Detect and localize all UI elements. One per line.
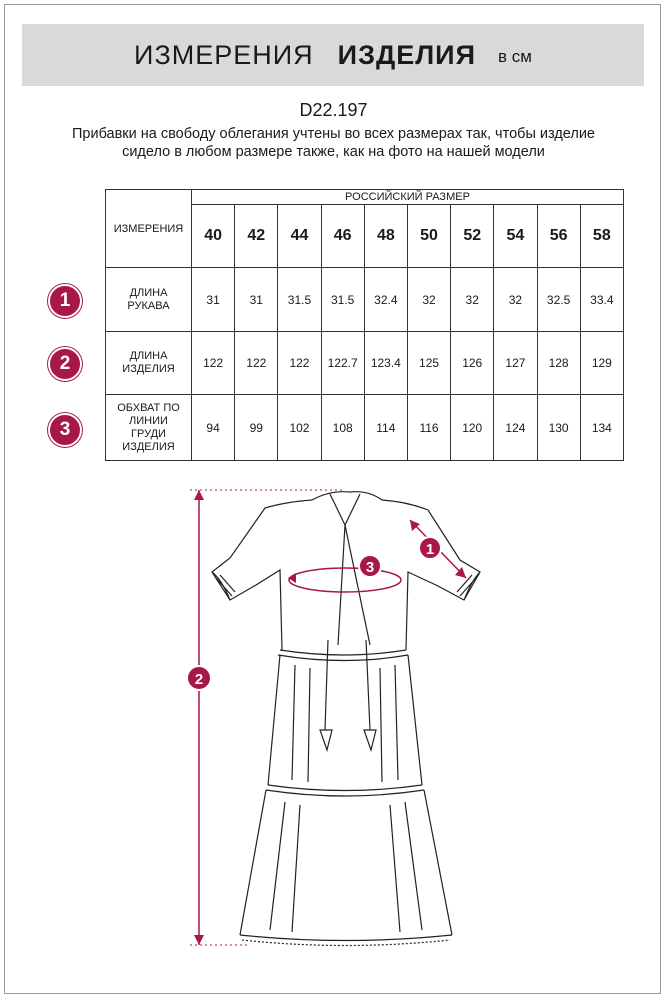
table-cell: 122 (192, 332, 235, 395)
size-cell: 56 (537, 205, 580, 268)
diagram-marker-3 (359, 555, 381, 577)
size-cell: 58 (580, 205, 623, 268)
header-unit: в см (498, 47, 532, 66)
table-cell: 124 (494, 395, 537, 461)
size-cell: 50 (407, 205, 450, 268)
measurement-badge-2: 2 (48, 347, 82, 381)
table-cell: 33.4 (580, 268, 623, 332)
table-cell: 120 (451, 395, 494, 461)
length-measure-line (190, 490, 345, 945)
table-row-sleeve-length (106, 268, 624, 332)
table-cell: 122 (278, 332, 321, 395)
table-cell: 129 (580, 332, 623, 395)
table-cell: 125 (407, 332, 450, 395)
diagram-marker-2 (187, 666, 211, 690)
fit-note: Прибавки на свободу облегания учтены во всех размерах так, чтобы изделие сидело в любом размере также, как на фото на нашей модели (71, 126, 595, 160)
table-cell: 32 (494, 268, 537, 332)
table-cell: 127 (494, 332, 537, 395)
measurement-badge-1: 1 (48, 284, 82, 318)
table-cell: 32 (407, 268, 450, 332)
header-bar (22, 24, 644, 86)
size-cell: 54 (494, 205, 537, 268)
size-group-header: РОССИЙСКИЙ РАЗМЕР (192, 190, 624, 205)
row-label-line: ГРУДИ (131, 427, 166, 440)
table-cell: 99 (235, 395, 278, 461)
table-cell: 31 (235, 268, 278, 332)
marker-3-label: 3 (365, 559, 375, 576)
measure-header: ИЗМЕРЕНИЯ (106, 190, 192, 268)
row-label (106, 395, 192, 461)
size-cell: 52 (451, 205, 494, 268)
table-cell: 122.7 (321, 332, 364, 395)
table-cell: 122 (235, 332, 278, 395)
table-cell: 126 (451, 332, 494, 395)
table-row-chest-girth (106, 395, 624, 461)
size-cell: 40 (192, 205, 235, 268)
table-row-garment-length (106, 332, 624, 395)
table-cell: 32.4 (364, 268, 407, 332)
table-cell: 31.5 (321, 268, 364, 332)
table-cell: 134 (580, 395, 623, 461)
size-cell: 48 (364, 205, 407, 268)
row-label-line: ЛИНИИ (129, 414, 168, 427)
size-table (105, 189, 624, 461)
table-cell: 32 (451, 268, 494, 332)
row-label-line: ИЗДЕЛИЯ (122, 440, 175, 453)
measurement-badge-3: 3 (48, 413, 82, 447)
row-label-line: РУКАВА (127, 299, 170, 312)
size-cell: 44 (278, 205, 321, 268)
row-label-line: ДЛИНА (129, 350, 168, 362)
table-cell: 116 (407, 395, 450, 461)
table-cell: 108 (321, 395, 364, 461)
size-cell: 46 (321, 205, 364, 268)
table-cell: 114 (364, 395, 407, 461)
table-cell: 31.5 (278, 268, 321, 332)
dress-diagram (170, 480, 500, 960)
row-label-line: ИЗДЕЛИЯ (122, 363, 175, 375)
table-cell: 102 (278, 395, 321, 461)
marker-2-label: 2 (194, 671, 204, 688)
row-label (106, 268, 192, 332)
size-cell: 42 (235, 205, 278, 268)
table-cell: 94 (192, 395, 235, 461)
table-cell: 128 (537, 332, 580, 395)
table-cell: 130 (537, 395, 580, 461)
dress-outline (212, 492, 480, 946)
table-cell: 123.4 (364, 332, 407, 395)
article-number: D22.197 (299, 100, 368, 120)
marker-1-label: 1 (425, 541, 435, 558)
row-label-line: ОБХВАТ ПО (117, 401, 180, 414)
diagram-marker-1 (419, 537, 441, 559)
header-title-regular: ИЗМЕРЕНИЯ (134, 39, 314, 70)
header-title-bold: ИЗДЕЛИЯ (337, 39, 476, 70)
row-label-line: ДЛИНА (129, 286, 168, 299)
table-cell: 31 (192, 268, 235, 332)
chest-measure-line (288, 568, 401, 592)
table-cell: 32.5 (537, 268, 580, 332)
row-label (106, 332, 192, 395)
